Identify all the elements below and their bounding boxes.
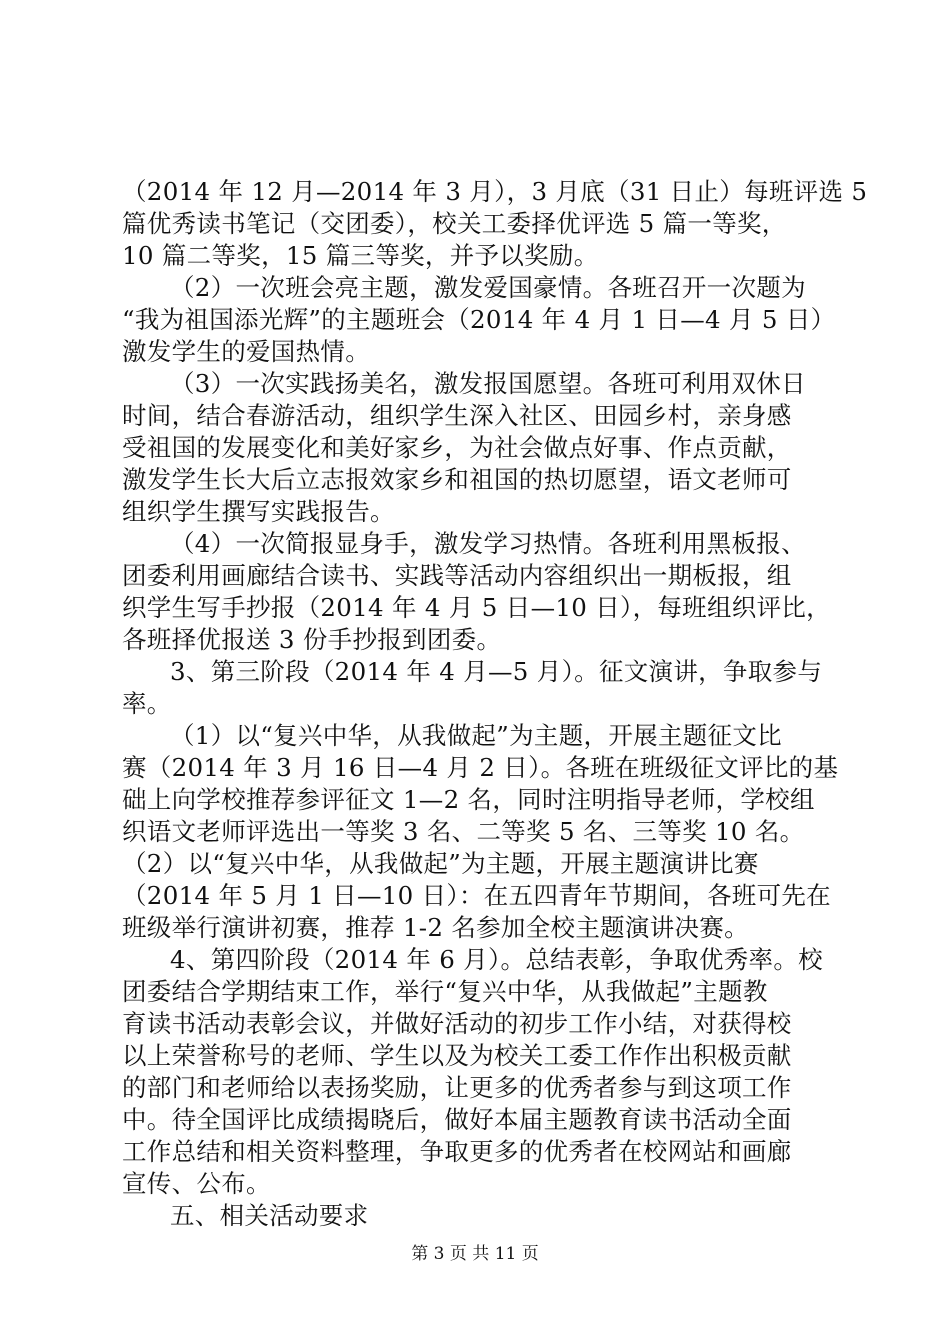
text-line: （2）以“复兴中华，从我做起”为主题，开展主题演讲比赛 (122, 849, 759, 878)
text-line: 工作总结和相关资料整理，争取更多的优秀者在校网站和画廊 (122, 1137, 792, 1166)
text-line: 受祖国的发展变化和美好家乡，为社会做点好事、作点贡献， (122, 433, 792, 462)
text-line: 织语文老师评选出一等奖 3 名、二等奖 5 名、三等奖 10 名。 (122, 817, 805, 846)
text-line: 础上向学校推荐参评征文 1—2 名，同时注明指导老师，学校组 (122, 785, 815, 814)
text-line: 团委利用画廊结合读书、实践等活动内容组织出一期板报，组 (122, 561, 792, 590)
text-line: 10 篇二等奖，15 篇三等奖，并予以奖励。 (122, 241, 599, 270)
text-line: 育读书活动表彰会议，并做好活动的初步工作小结，对获得校 (122, 1009, 792, 1038)
text-line: 4、第四阶段（2014 年 6 月）。总结表彰，争取优秀率。校 (170, 945, 823, 974)
text-line: （4）一次简报显身手，激发学习热情。各班利用黑板报、 (170, 529, 806, 558)
text-line: 赛（2014 年 3 月 16 日—4 月 2 日）。各班在班级征文评比的基 (122, 753, 839, 782)
text-line: 以上荣誉称号的老师、学生以及为校关工委工作作出积极贡献 (122, 1041, 792, 1070)
text-line: 的部门和老师给以表扬奖励，让更多的优秀者参与到这项工作 (122, 1073, 792, 1102)
text-line: 组织学生撰写实践报告。 (122, 497, 395, 526)
text-line: 率。 (122, 689, 172, 718)
text-line: （2014 年 12 月—2014 年 3 月），3 月底（31 日止）每班评选 5 (122, 177, 868, 206)
text-line: 篇优秀读书笔记（交团委），校关工委择优评选 5 篇一等奖， (122, 209, 787, 238)
text-line: 激发学生长大后立志报效家乡和祖国的热切愿望，语文老师可 (122, 465, 792, 494)
text-line: 激发学生的爱国热情。 (122, 337, 370, 366)
text-line: 宣传、公布。 (122, 1169, 271, 1198)
text-line: 时间，结合春游活动，组织学生深入社区、田园乡村，亲身感 (122, 401, 792, 430)
text-line: 班级举行演讲初赛，推荐 1-2 名参加全校主题演讲决赛。 (122, 913, 749, 942)
text-line: （1）以“复兴中华，从我做起”为主题，开展主题征文比 (170, 721, 782, 750)
text-line: 织学生写手抄报（2014 年 4 月 5 日—10 日），每班组织评比， (122, 593, 831, 622)
section-heading: 五、相关活动要求 (170, 1201, 369, 1230)
text-line: （3）一次实践扬美名，激发报国愿望。各班可利用双休日 (170, 369, 806, 398)
text-line: 各班择优报送 3 份手抄报到团委。 (122, 625, 502, 654)
text-line: （2）一次班会亮主题，激发爱国豪情。各班召开一次题为 (170, 273, 806, 302)
page-number-footer: 第 3 页 共 11 页 (411, 1244, 539, 1264)
text-line: 中。待全国评比成绩揭晓后，做好本届主题教育读书活动全面 (122, 1105, 792, 1134)
text-line: 3、第三阶段（2014 年 4 月—5 月）。征文演讲，争取参与 (170, 657, 823, 686)
text-line: “我为祖国添光辉”的主题班会（2014 年 4 月 1 日—4 月 5 日） (122, 305, 836, 334)
text-line: 团委结合学期结束工作，举行“复兴中华，从我做起”主题教 (122, 977, 768, 1006)
text-line: （2014 年 5 月 1 日—10 日）：在五四青年节期间，各班可先在 (122, 881, 831, 910)
